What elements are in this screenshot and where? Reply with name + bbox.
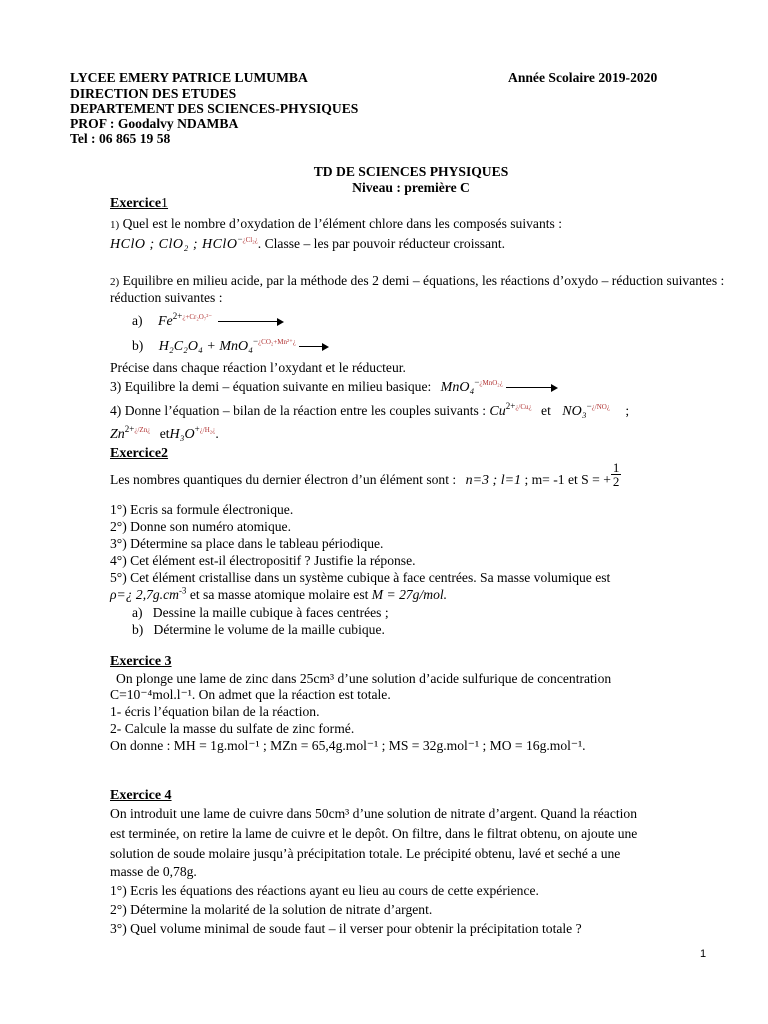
ex1-reaction-a: a) $Fe^{2+¿+Cr_2O_7^{2-}}$ [132,313,284,330]
arrow-icon [218,318,284,326]
ex4-paragraph-1: On introduit une lame de cuivre dans 50cm³ d’une solution de nitrate d’argent. Quand la réaction [110,806,638,821]
ex2-item-5: 5°) Cet élément cristallise dans un système cubique à face centrées. Sa masse volumique est [110,570,611,585]
ex3-question-1: 1- écris l’équation bilan de la réaction. [110,704,320,719]
ex2-sub-a: a) Dessine la maille cubique à faces centrées ; [132,605,389,620]
level-subtitle: Niveau : première C [352,180,470,195]
ex1-question-3: 3) Equilibre la demi – équation suivante en milieu basique: MnO₄$^{-¿MnO_2¿}$ [110,379,558,396]
ex1-reaction-b: b) H₂C₂O₄ + MnO₄$^{-¿CO_2+Mn^{2+}¿}$ [132,338,329,355]
school-name: LYCEE EMERY PATRICE LUMUMBA [70,70,308,85]
ex1-question-4-cont: $Zn^{2+¿/Zn¿}$ $etH_3O^{+¿/H_2¿}$. [110,424,219,442]
ex3-paragraph-1: On plonge une lame de zinc dans 25cm³ d’une solution d’acide sulfurique de concentration [116,671,612,686]
ex3-paragraph-2: C=10⁻⁴mol.l⁻¹. On admet que la réaction est totale. [110,687,391,702]
page-number: 1 [700,948,707,960]
ex2-item-4: 4°) Cet élément est-il électropositif ? Justifie la réponse. [110,553,416,568]
ex2-sub-b: b) Détermine le volume de la maille cubique. [132,622,385,637]
arrow-icon [299,343,329,351]
ex1-question-4: 4) Donne l’équation – bilan de la réaction entre les couples suivants : $Cu^{2+¿/Cu¿}$ et NO₃$^{-¿/NO¿}$ ; [110,401,630,419]
ex4-question-2: 2°) Détermine la molarité de la solution de nitrate d’argent. [110,902,433,917]
ex4-paragraph-3: solution de soude molaire jusqu’à précipitation totale. Le précipité obtenu, lavé et seché a une [110,846,621,861]
department-line: DEPARTEMENT DES SCIENCES-PHYSIQUES [70,101,359,116]
ex2-item-1: 1°) Ecris sa formule électronique. [110,502,294,517]
direction-line: DIRECTION DES ETUDES [70,86,237,101]
exercise-3-title: Exercice 3 [110,654,172,669]
ex4-question-1: 1°) Ecris les équations des réactions ayant eu lieu au cours de cette expérience. [110,883,539,898]
ex1-question-1-formulas: HClO ; ClO₂ ; HClO$^{-¿Cl_2¿}$. Classe – les par pouvoir réducteur croissant. [110,234,506,252]
ex4-paragraph-2: est terminée, on retire la lame de cuivre et le depôt. On filtre, dans le filtrat obtenu, on ajoute une [110,826,638,841]
prof-line: PROF : Goodalvy NDAMBA [70,116,239,131]
school-year: Année Scolaire 2019-2020 [508,70,658,85]
ex2-density: ρ=¿ $2,7g.cm^{-3}$ et sa masse atomique molaire est M = 27g/mol. [110,585,448,602]
page-title: TD DE SCIENCES PHYSIQUES [313,164,509,179]
ex3-question-2: 2- Calcule la masse du sulfate de zinc formé. [110,721,355,736]
ex3-data: On donne : MH = 1g.mol⁻¹ ; MZn = 65,4g.mol⁻¹ ; MS = 32g.mol⁻¹ ; MO = 16g.mol⁻¹. [110,738,586,753]
ex2-intro: Les nombres quantiques du dernier électron d’un élément sont : n=3 ; l=1 ; m= -1 et S = + $\frac{1}{2}$ [110,459,620,489]
ex2-item-2: 2°) Donne son numéro atomique. [110,519,291,534]
ex1-precise: Précise dans chaque réaction l’oxydant et le réducteur. [110,360,406,375]
fraction-one-half: $\frac{1}{2}$ [612,459,620,489]
arrow-icon [506,384,558,392]
exercise-1-title: Exercice1 [110,196,169,211]
ex4-paragraph-4: masse de 0,78g. [110,864,197,879]
exercise-4-title: Exercice 4 [110,788,172,803]
ex1-question-2-cont: réduction suivantes : [110,290,223,305]
tel-line: Tel : 06 865 19 58 [70,131,171,146]
ex4-question-3: 3°) Quel volume minimal de soude faut – il verser pour obtenir la précipitation totale ? [110,921,582,936]
ex2-item-3: 3°) Détermine sa place dans le tableau périodique. [110,536,384,551]
ex1-question-2: 2) Equilibre en milieu acide, par la méthode des 2 demi – équations, les réactions d’oxydo – réduction suivantes : [110,273,725,288]
ex1-question-1: 1) Quel est le nombre d’oxydation de l’élément chlore dans les composés suivants : [110,216,562,231]
exercise-2-title: Exercice2 [110,446,169,461]
